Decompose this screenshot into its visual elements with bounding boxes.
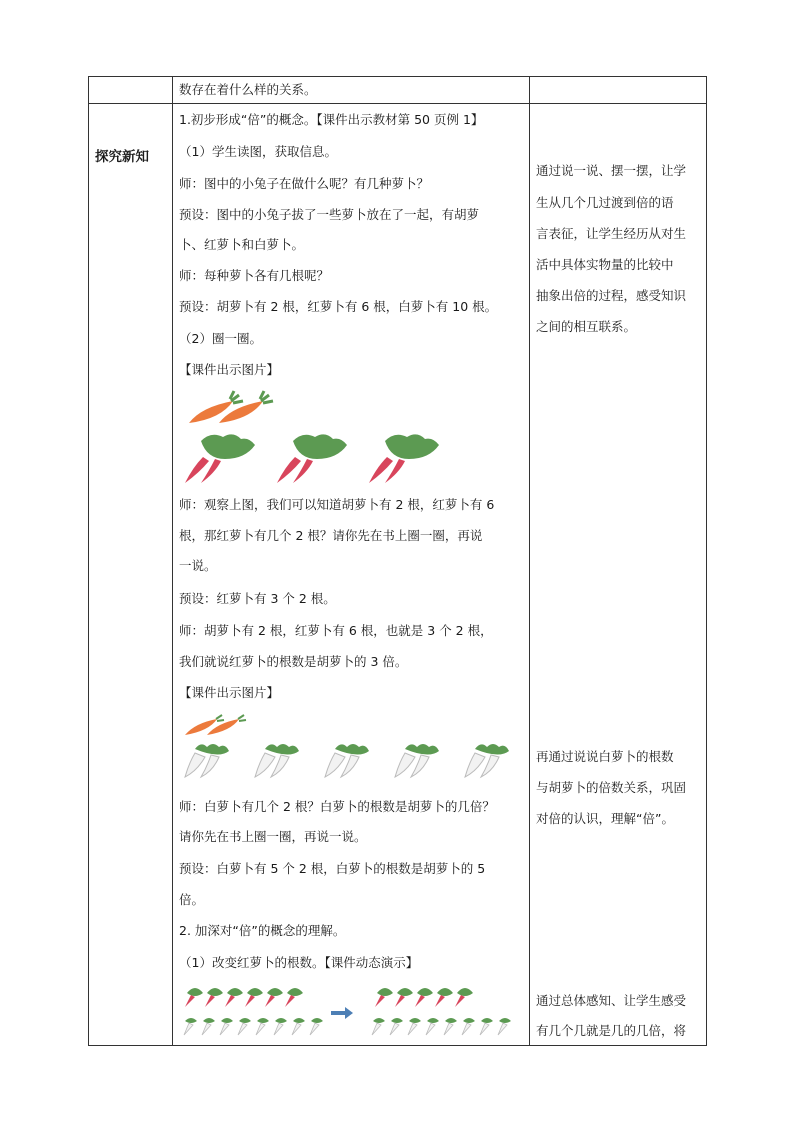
content-line: 预设：白萝卜有 5 个 2 根，白萝卜的根数是胡萝卜的 5 [179,861,486,876]
white-radish-icon [325,744,369,777]
content-line: （1）改变红萝卜的根数。【课件动态演示】 [179,955,419,970]
lesson-table [88,76,707,1046]
content-line: 师：图中的小兔子在做什么呢？有几种萝卜？ [179,176,430,191]
radish-change-animation-picture [181,983,521,1041]
column-divider-1 [172,77,173,1045]
content-line: 倍。 [179,892,205,907]
carrots-red-radishes-picture [181,389,511,485]
red-radish-icon [277,434,347,483]
arrow-right-icon [331,1007,353,1019]
content-line: 2. 加深对“倍”的概念的理解。 [179,923,346,938]
content-line: 我们就说红萝卜的根数是胡萝卜的 3 倍。 [179,654,408,669]
white-radish-icon [255,744,299,777]
note-line: 抽象出倍的过程，感受知识 [536,288,687,303]
section-label: 探究新知 [95,149,149,165]
carrots-white-radishes-picture [181,713,521,783]
note-line: 与胡萝卜的倍数关系，巩固 [536,780,687,795]
row-divider [89,103,706,104]
content-line: 预设：图中的小兔子拔了一些萝卜放在了一起，有胡萝 [179,207,480,222]
content-line: 师：白萝卜有几个 2 根？白萝卜的根数是胡萝卜的几倍？ [179,799,495,814]
note-line: 通过总体感知、让学生感受 [536,993,687,1008]
content-line: 预设：红萝卜有 3 个 2 根。 [179,591,336,606]
red-radish-icon [369,434,439,483]
column-divider-2 [529,77,530,1045]
note-line: 有几个几就是几的几倍，将 [536,1023,687,1038]
note-line: 对倍的认识，理解“倍”。 [536,811,674,826]
carrot-icon [207,715,246,735]
note-line: 言表征，让学生经历从对生 [536,226,687,241]
content-line: 请你先在书上圈一圈，再说一说。 [179,829,367,844]
top-row-text: 数存在着什么样的关系。 [179,82,317,97]
content-line: （1）学生读图，获取信息。 [179,144,337,159]
content-line: 【课件出示图片】 [179,685,280,700]
red-radish-icon [185,434,255,483]
white-radish-icon [465,744,509,777]
content-line: 卜、红萝卜和白萝卜。 [179,237,305,252]
note-line: 之间的相互联系。 [536,319,637,334]
content-line: （2）圈一圈。 [179,331,262,346]
content-line: 根，那红萝卜有几个 2 根？请你先在书上圈一圈，再说 [179,528,483,543]
content-line: 师：观察上图，我们可以知道胡萝卜有 2 根，红萝卜有 6 [179,497,495,512]
content-line: 师：胡萝卜有 2 根，红萝卜有 6 根，也就是 3 个 2 根， [179,623,493,638]
white-radish-icon [185,744,229,777]
content-line: 预设：胡萝卜有 2 根，红萝卜有 6 根，白萝卜有 10 根。 [179,299,498,314]
content-line: 一说。 [179,558,217,573]
note-line: 活中具体实物量的比较中 [536,257,674,272]
content-line: 师：每种萝卜各有几根呢？ [179,268,330,283]
note-line: 通过说一说、摆一摆，让学 [536,163,687,178]
content-line: 1.初步形成“倍”的概念。【课件出示教材第 50 页例 1】 [179,112,484,127]
note-line: 生从几个几过渡到倍的语 [536,195,674,210]
note-line: 再通过说说白萝卜的根数 [536,749,674,764]
white-radish-icon [395,744,439,777]
content-line: 【课件出示图片】 [179,362,280,377]
